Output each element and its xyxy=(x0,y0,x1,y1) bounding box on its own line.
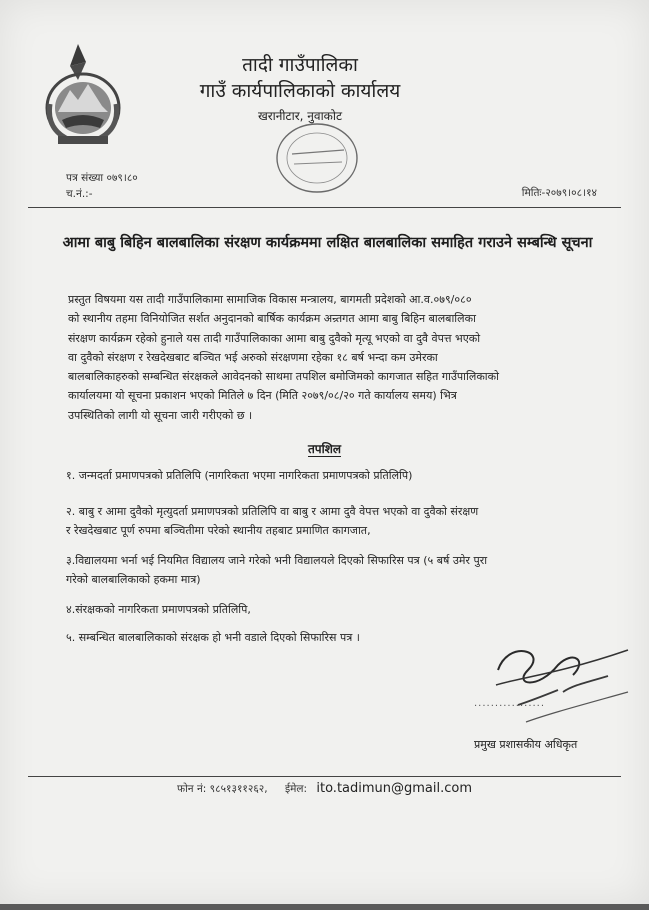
body-line: उपस्थितिको लागी यो सूचना जारी गरीएको छ । xyxy=(68,408,253,422)
body-line: वा दुवैको संरक्षण र रेखदेखबाट बञ्चित भई अरुको संरक्षणमा रहेका १८ बर्ष भन्दा कम उमेरका xyxy=(68,350,438,364)
list-item: ४.संरक्षकको नागरिकता प्रमाणपत्रको प्रतिलिपि, xyxy=(66,603,251,616)
list-item: ५. सम्बन्धित बालबालिकाको संरक्षक हो भनी वडाले दिएको सिफारिस पत्र । xyxy=(66,631,360,644)
body-line: को स्थानीय तहमा विनियोजित सर्शत अनुदानको बार्षिक कार्यक्रम अन्र्तगत आमा बाबु बिहिन बालबालिका xyxy=(68,312,476,326)
details-heading: तपशिल xyxy=(307,442,342,456)
officer-title: प्रमुख प्रशासकीय अधिकृत xyxy=(474,738,578,751)
dispatch-number: च.नं.:- xyxy=(66,188,93,200)
header-divider xyxy=(28,207,621,208)
notice-body xyxy=(68,290,608,425)
reference-number: पत्र संख्या ०७९।८० xyxy=(66,172,138,184)
handwritten-signature-icon xyxy=(478,630,638,740)
list-item: २. बाबु र आमा दुवैको मृत्युदर्ता प्रमाणपत्रको प्रतिलिपि वा बाबु र आमा दुवै वेपत्त भएको वा दुवैको संरक्षण र रेखदेखबाट पूर्ण रुपमा बञ्चितीमा परेको स्थानीय तहबाट प्रमाणित कागजात, xyxy=(66,505,479,537)
signature-line: ................. xyxy=(474,698,546,709)
body-line: संरक्षण कार्यक्रम रहेको हुनाले यस तादी गाउँपालिकाका आमा बाबु दुवैको मृत्यू भएको वा दुवै वेपत्त भएको xyxy=(68,331,481,345)
footer-contact xyxy=(0,781,649,796)
email-address: ito.tadimun@gmail.com xyxy=(316,781,473,796)
office-stamp-icon xyxy=(262,118,372,198)
notice-title: आमा बाबु बिहिन बालबालिका संरक्षण कार्यक्रममा लक्षित बालबालिका समाहित गराउने सम्बन्धि सूचना xyxy=(62,235,593,251)
body-line: प्रस्तुत विषयमा यस तादी गाउँपालिकामा सामाजिक विकास मन्त्रालय, बागमती प्रदेशको आ.व.०७९/०८० xyxy=(68,293,472,306)
phone-number: फोन नं: ९८५१३११२६२, xyxy=(176,783,268,795)
list-item: ३.विद्यालयमा भर्ना भई नियमित विद्यालय जाने गरेको भनी विद्यालयले दिएको सिफारिस पत्र (५ बर्ष उमेर पुरा गरेको बालबालिकाको हकमा मात्र) xyxy=(66,554,488,586)
office-location: खरानीटार, नुवाकोट xyxy=(257,109,343,123)
body-line: बालबालिकाहरुको सम्बन्धित संरक्षकले आवेदनको साथमा तपशिल बमोजिमको कागजात सहित गाउँपालिकाको xyxy=(68,370,499,384)
reference-block xyxy=(66,170,138,202)
letter-date: मितिः-२०७९।०८।१४ xyxy=(521,187,597,199)
body-line: कार्यालयमा यो सूचना प्रकाशन भएको मितिले ७ दिन (मिति २०७९/०८/२० गते कार्यालय समय) भित्र xyxy=(68,389,457,403)
office-subname: गाउँ कार्यपालिकाको कार्यालय xyxy=(199,80,401,102)
office-heading xyxy=(150,52,450,126)
email-label: ईमेल: xyxy=(284,783,308,795)
nepal-emblem-icon xyxy=(40,40,126,150)
footer-divider xyxy=(28,776,621,777)
list-item: १. जन्मदर्ता प्रमाणपत्रको प्रतिलिपि (नागरिकता भएमा नागरिकता प्रमाणपत्रको प्रतिलिपि) xyxy=(66,469,413,482)
office-name: तादी गाउँपालिका xyxy=(242,54,358,76)
